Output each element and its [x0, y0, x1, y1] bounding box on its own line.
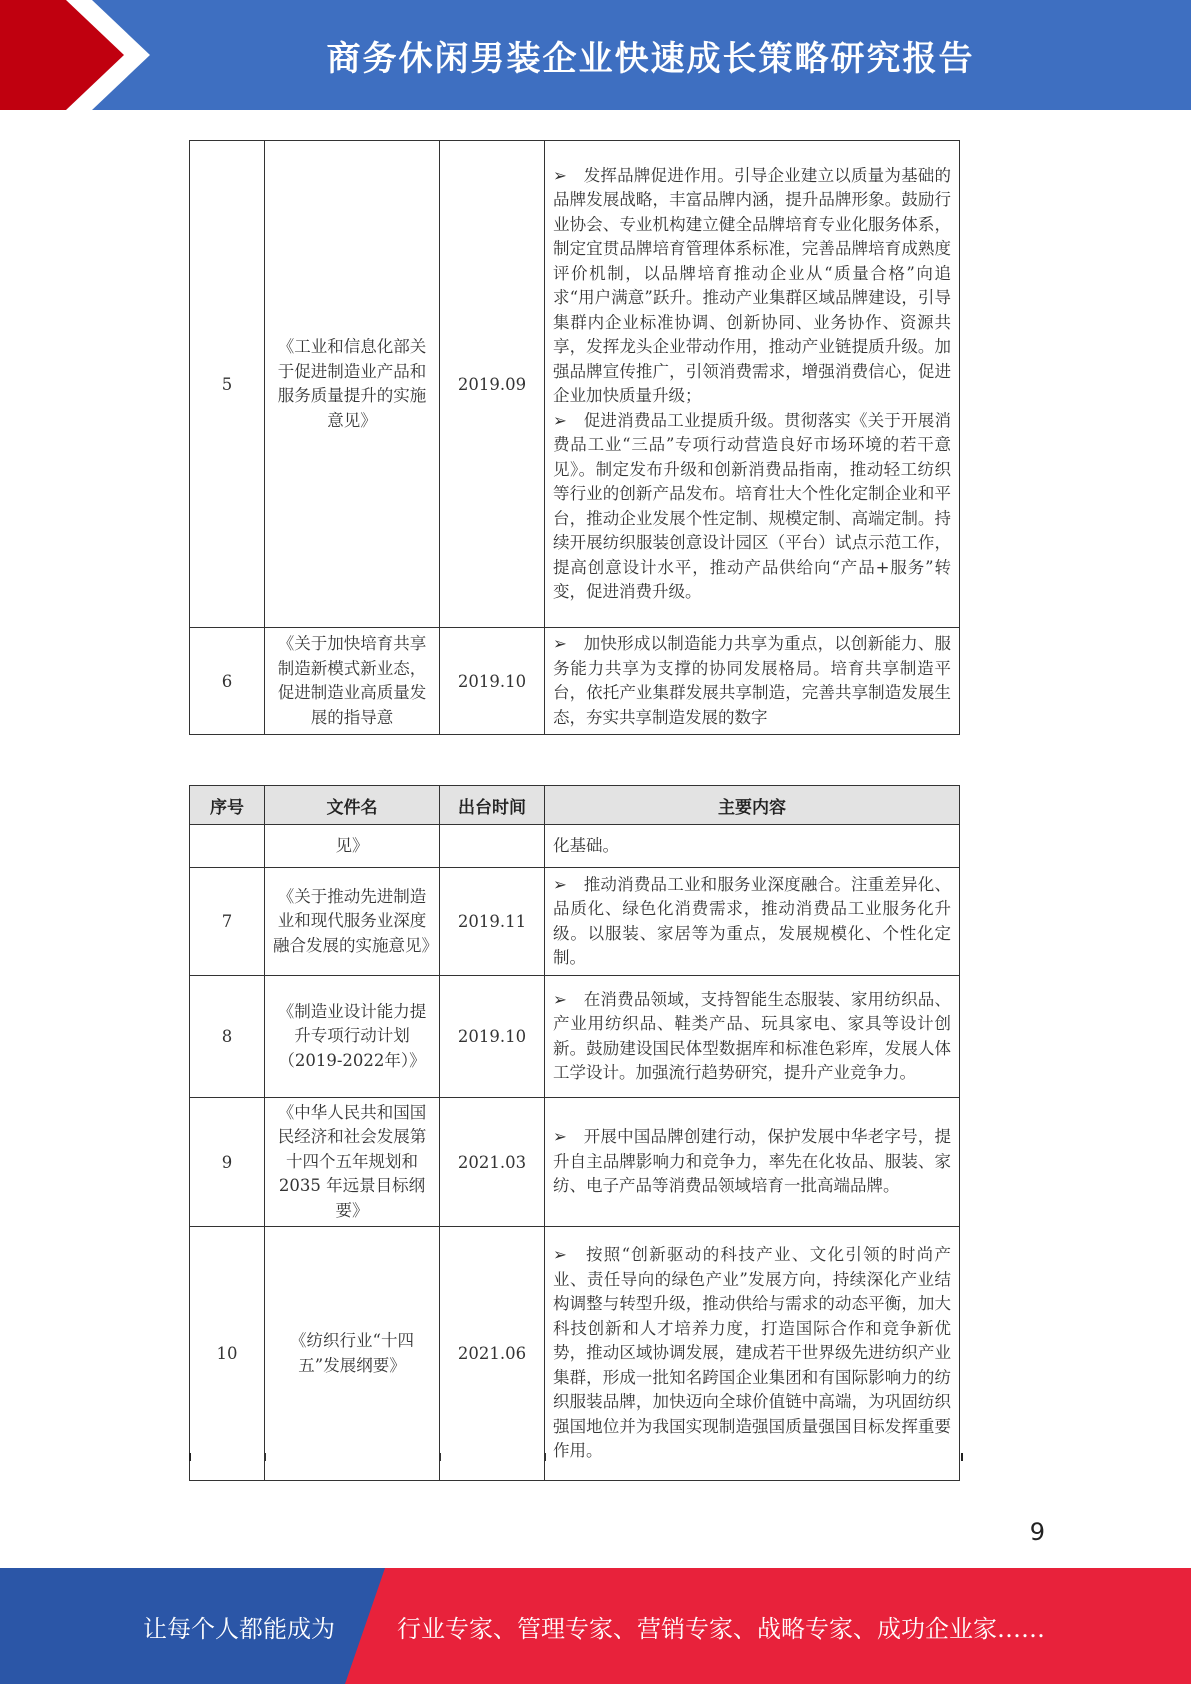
main-content — [545, 628, 960, 735]
document-name: 《关于推动先进制造业和现代服务业深度融合发展的实施意见》 — [265, 868, 440, 976]
issue-date: 2021.03 — [440, 1098, 545, 1227]
row-number: 10 — [190, 1227, 265, 1481]
table-header-row — [190, 786, 960, 825]
main-content: 化基础。 — [545, 825, 960, 868]
row-number: 9 — [190, 1098, 265, 1227]
header-cell-number: 序号 — [190, 786, 265, 825]
empty-cell — [190, 825, 265, 868]
table-row — [190, 868, 960, 976]
page-header — [0, 0, 1191, 110]
document-name: 《制造业设计能力提升专项行动计划（2019-2022年）》 — [265, 976, 440, 1098]
footer-slogan-left: 让每个人都能成为 — [143, 1614, 335, 1643]
table-row — [190, 628, 960, 735]
main-content: ➢ 推动消费品工业和服务业深度融合。注重差异化、品质化、绿色化消费需求，推动消费品工业服务化升级。以服装、家居等为重点，发展规模化、个性化定制。 — [545, 868, 960, 976]
table-continuation-edge — [189, 1453, 963, 1461]
main-content: ➢ 开展中国品牌创建行动，保护发展中华老字号，提升自主品牌影响力和竞争力，率先在化妆品、服装、家纺、电子产品等消费品领域培育一批高端品牌。 — [545, 1098, 960, 1227]
empty-cell — [440, 825, 545, 868]
document-name: 《工业和信息化部关于促进制造业产品和服务质量提升的实施意见》 — [265, 141, 440, 628]
main-content: ➢ 按照“创新驱动的科技产业、文化引领的时尚产业、责任导向的绿色产业”发展方向，持续深化产业结构调整与转型升级，推动供给与需求的动态平衡，加大科技创新和人才培养力度，打造国际合作和竞争新优势，推动区域协调发展，建成若干世界级先进纺织产业集群，形成一批知名跨国企业集团和有国际影响力的纺织服装品牌，加快迈向全球价值链中高端，为巩固纺织强国地位并为我国实现制造强国质量强国目标发挥重要作用。 — [545, 1227, 960, 1481]
table-row — [190, 141, 960, 628]
page-number: 9 — [1029, 1518, 1045, 1546]
table-row-continued — [190, 825, 960, 868]
header-cell-date: 出台时间 — [440, 786, 545, 825]
page-footer — [0, 1568, 1191, 1684]
row-number: 6 — [190, 628, 265, 735]
row-number: 7 — [190, 868, 265, 976]
content-paragraph: ➢ 发挥品牌促进作用。引导企业建立以质量为基础的品牌发展战略，丰富品牌内涵，提升品牌形象。鼓励行业协会、专业机构建立健全品牌培育专业化服务体系，制定宜贯品牌培育管理体系标准，完善品牌培育成熟度评价机制，以品牌培育推动企业从“质量合格”向追求“用户满意”跃升。推动产业集群区域品牌建设，引导集群内企业标准协调、创新协同、业务协作、资源共享，发挥龙头企业带动作用，推动产业链提质升级。加强品牌宣传推广，引领消费需求，增强消费信心，促进企业加快质量升级； — [553, 165, 951, 405]
policy-table-continued — [189, 140, 960, 735]
document-name: 《关于加快培育共享制造新模式新业态，促进制造业高质量发展的指导意 — [265, 628, 440, 735]
header-arrow-logo — [0, 0, 160, 110]
document-name: 《纺织行业“十四五”发展纲要》 — [265, 1227, 440, 1481]
content-paragraph: ➢ 促进消费品工业提质升级。贯彻落实《关于开展消费品工业“三品”专项行动营造良好市场环境的若干意见》。制定发布升级和创新消费品指南，推动轻工纺织等行业的创新产品发布。培育壮大个性化定制企业和平台，推动企业发展个性定制、规模定制、高端定制。持续开展纺织服装创意设计园区（平台）试点示范工作，提高创意设计水平，推动产品供给向“产品+服务”转变，促进消费升级。 — [553, 410, 951, 601]
row-number: 8 — [190, 976, 265, 1098]
issue-date: 2019.10 — [440, 628, 545, 735]
main-content: ➢ 在消费品领域，支持智能生态服装、家用纺织品、产业用纺织品、鞋类产品、玩具家电、家具等设计创新。鼓励建设国民体型数据库和标准色彩库，发展人体工学设计。加强流行趋势研究，提升产业竞争力。 — [545, 976, 960, 1098]
issue-date: 2021.06 — [440, 1227, 545, 1481]
content-paragraph: ➢ 加快形成以制造能力共享为重点，以创新能力、服务能力共享为支撑的协同发展格局。培育共享制造平台，依托产业集群发展共享制造，完善共享制造发展生态，夯实共享制造发展的数字 — [553, 634, 951, 727]
document-name: 《中华人民共和国国民经济和社会发展第十四个五年规划和 2035 年远景目标纲要》 — [265, 1098, 440, 1227]
issue-date: 2019.10 — [440, 976, 545, 1098]
main-content — [545, 141, 960, 628]
header-cell-name: 文件名 — [265, 786, 440, 825]
table-row — [190, 976, 960, 1098]
table-row — [190, 1098, 960, 1227]
footer-slogan-right: 行业专家、管理专家、营销专家、战略专家、成功企业家…… — [397, 1614, 1045, 1643]
row-number: 5 — [190, 141, 265, 628]
issue-date: 2019.11 — [440, 868, 545, 976]
document-name: 见》 — [265, 825, 440, 868]
issue-date: 2019.09 — [440, 141, 545, 628]
header-cell-content: 主要内容 — [545, 786, 960, 825]
report-title: 商务休闲男装企业快速成长策略研究报告 — [326, 38, 975, 79]
table-row — [190, 1227, 960, 1481]
policy-table — [189, 785, 960, 1481]
